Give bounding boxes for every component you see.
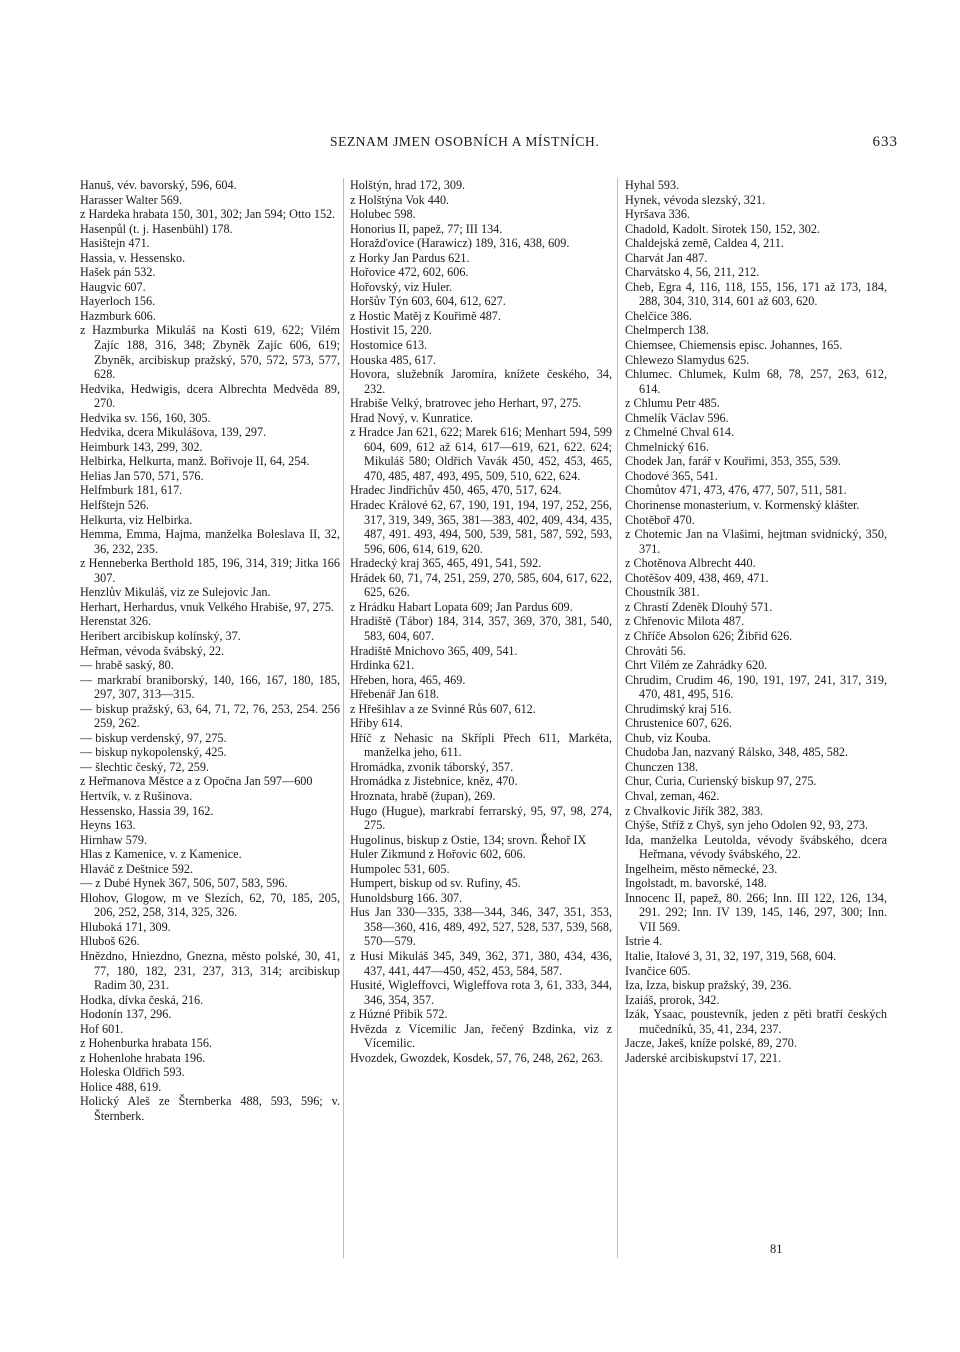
index-entry: Chrustenice 607, 626. — [625, 716, 732, 731]
index-entry: Chorinense monasterium, v. Kormenský klášter. — [625, 498, 860, 513]
index-entry: Izák, Ysaac, poustevník, jeden z pěti bratří českých mučedníků, 35, 41, 234, 237. — [625, 1007, 887, 1036]
index-entry: z Hohenburka hrabata 156. — [80, 1036, 212, 1051]
index-entry: — hrabě saský, 80. — [80, 658, 174, 673]
index-entry: Hugo (Hugue), markrabí ferrarský, 95, 97, 98, 274, 275. — [350, 803, 612, 833]
index-entry: Hradiště (Tábor) 184, 314, 357, 369, 370, 381, 540, 583, 604, 607. — [350, 614, 612, 643]
index-entry: z Heřmanova Městce a z Opočna Jan 597—600 — [80, 774, 313, 789]
index-entry: Huler Zikmund z Hořovic 602, 606. — [350, 847, 526, 862]
index-entry: Hromádka z Jistebnice, kněz, 470. — [350, 774, 518, 789]
index-entry: — biskup nykopolenský, 425. — [80, 745, 227, 760]
index-entry: Chrudimský kraj 516. — [625, 701, 732, 716]
index-entry: Hradec Jindřichův 450, 465, 470, 517, 624. — [350, 483, 562, 498]
index-entry: Ingolstadt, m. bavorské, 148. — [625, 876, 767, 891]
index-entry: z Chotěnova Albrecht 440. — [625, 556, 756, 571]
index-entry: Hradec Králové 62, 67, 190, 191, 194, 197, 252, 256, 317, 319, 349, 365, 381—383, 402, 409, 434, 435, 487, 491. 493, 494, 500, 539, 581, 587, 592, 593, 596, 606, 614, 619, 620. — [350, 498, 612, 556]
index-entry: Hradiště Mnichovo 365, 409, 541. — [350, 643, 518, 658]
index-entry: Heribert arcibiskup kolínský, 37. — [80, 628, 241, 643]
index-entry: Italie, Italové 3, 31, 32, 197, 319, 568, 604. — [625, 948, 837, 963]
index-entry: Hroznata, hrabě (župan), 269. — [350, 788, 496, 803]
index-entry: Hluboš 626. — [80, 934, 140, 949]
index-entry: Hedvika sv. 156, 160, 305. — [80, 410, 211, 425]
index-entry: Charvátsko 4, 56, 211, 212. — [625, 265, 760, 280]
index-entry: Honorius II, papež, 77; III 134. — [350, 221, 503, 236]
index-entry: Istrie 4. — [625, 934, 663, 949]
index-entry: Hrad Nový, v. Kunratice. — [350, 410, 474, 425]
index-entry: Humpolec 531, 605. — [350, 861, 450, 876]
index-entry: Hof 601. — [80, 1021, 124, 1036]
index-entry: Hus Jan 330—335, 338—344, 346, 347, 351, 353, 358—360, 416, 489, 492, 527, 528, 537, 539, 568, 570—579. — [350, 905, 612, 949]
index-entry: Chelmperch 138. — [625, 323, 709, 338]
index-entry: Hunoldsburg 166. 307. — [350, 890, 463, 905]
index-entry: Hašek pán 532. — [80, 265, 156, 280]
index-entry: — z Dubé Hynek 367, 506, 507, 583, 596. — [80, 876, 288, 891]
index-entry: z Hřešihlav a ze Svinné Růs 607, 612. — [350, 701, 536, 716]
index-entry: Hvozdek, Gwozdek, Kosdek, 57, 76, 248, 262, 263. — [350, 1050, 603, 1065]
index-entry: Hrdinka 621. — [350, 658, 415, 673]
index-entry: Humpert, biskup od sv. Rufiny, 45. — [350, 876, 521, 891]
index-entry: Hřeben, hora, 465, 469. — [350, 672, 466, 687]
page-header — [0, 134, 960, 154]
index-entry: Hostomice 613. — [350, 338, 428, 353]
index-entry: Cheb, Egra 4, 116, 118, 155, 156, 171 až 173, 184, 288, 304, 310, 314, 601 až 603, 620. — [625, 279, 887, 309]
index-entry: Chudoba Jan, nazvaný Rálsko, 348, 485, 582. — [625, 745, 849, 760]
index-entry: Hodka, dívka česká, 216. — [80, 992, 204, 1007]
signature-mark: 81 — [770, 1242, 783, 1256]
index-entry: z Hradce Jan 621, 622; Marek 616; Menhart 594, 599 604, 609, 612 až 614, 617—619, 621, 622. 624; Mikuláš 580; Oldřich Vavák 450, 452, 453, 465, 470, 485, 487, 493, 495, 509, 510, 622, 624. — [350, 425, 612, 483]
index-entry: Izaiáš, prorok, 342. — [625, 992, 720, 1007]
index-entry: z Chlumu Petr 485. — [625, 396, 720, 411]
index-entry: Chmelík Václav 596. — [625, 410, 729, 425]
index-entry: Hassia, v. Hessensko. — [80, 250, 186, 265]
index-entry: — biskup verdenský, 97, 275. — [80, 730, 227, 745]
index-entry: Holštýn, hrad 172, 309. — [350, 178, 466, 192]
index-entry: z Hardeka hrabata 150, 301, 302; Jan 594; Otto 152. — [80, 207, 336, 222]
column-divider — [617, 178, 618, 1258]
index-entry: Helfštejn 526. — [80, 498, 150, 513]
index-entry: — markrabí braniborský, 140, 166, 167, 180, 185, 297, 307, 313—315. — [80, 672, 340, 702]
index-entry: Chodek Jan, farář v Kouřimi, 353, 355, 539. — [625, 454, 841, 469]
index-entry: Iza, Izza, biskup pražský, 39, 236. — [625, 978, 792, 993]
index-entry: z Chmelné Chval 614. — [625, 425, 734, 440]
index-entry: Jaderské arcibiskupství 17, 221. — [625, 1050, 782, 1065]
index-column-1 — [80, 178, 340, 1124]
index-entry: z Horky Jan Pardus 621. — [350, 250, 470, 265]
index-entry: Husité, Wigleffovci, Wigleffova rota 3, 61, 333, 344, 346, 354, 357. — [350, 978, 612, 1007]
index-entry: Hrádek 60, 71, 74, 251, 259, 270, 585, 604, 617, 622, 625, 626. — [350, 570, 612, 600]
running-title: SEZNAM JMEN OSOBNÍCH A MÍSTNÍCH. — [330, 134, 600, 149]
index-entry: Hříč z Nehasic na Skřípli Přech 611, Markéta, manželka jeho, 611. — [350, 730, 612, 760]
index-entry: Hvězda z Vícemilic Jan, řečený Bzdinka, viz z Vícemilic. — [350, 1021, 612, 1051]
index-entry: z Chrastí Zdeněk Dlouhý 571. — [625, 599, 773, 614]
index-entry: Heřman, vévoda švábský, 22. — [80, 643, 225, 658]
index-entry: Harasser Walter 569. — [80, 192, 183, 207]
index-entry: Chýše, Stříž z Chyš, syn jeho Odolen 92, 93, 273. — [625, 818, 869, 833]
index-entry: Jacze, Jakeš, kníže polské, 89, 270. — [625, 1036, 797, 1051]
index-entry: — biskup pražský, 63, 64, 71, 72, 76, 253, 254. 256 259, 262. — [80, 701, 340, 731]
index-entry: Chunczen 138. — [625, 759, 699, 774]
index-entry: Helkurta, viz Helbirka. — [80, 512, 193, 527]
index-entry: Hradecký kraj 365, 465, 491, 541, 592. — [350, 556, 542, 571]
index-entry: Chiemsee, Chiemensis episc. Johannes, 165. — [625, 338, 843, 353]
index-entry: z Chříče Absolon 626; Žibřid 626. — [625, 628, 793, 643]
index-entry: Ingelheim, město německé, 23. — [625, 861, 778, 876]
index-entry: Hořovice 472, 602, 606. — [350, 265, 469, 280]
index-entry: Chrudim, Crudim 46, 190, 191, 197, 241, 317, 319, 470, 481, 495, 516. — [625, 672, 887, 702]
index-entry: Haugvic 607. — [80, 279, 146, 294]
index-entry: Holeska Oldřich 593. — [80, 1065, 185, 1080]
index-entry: Holický Aleš ze Šternberka 488, 593, 596; v. Šternberk. — [80, 1094, 340, 1123]
index-entry: Chrováti 56. — [625, 643, 686, 658]
index-entry: Chval, zeman, 462. — [625, 788, 720, 803]
index-entry: Hasištejn 471. — [80, 236, 150, 251]
index-entry: Chaldejská země, Caldea 4, 211. — [625, 236, 784, 251]
index-entry: z Henneberka Berthold 185, 196, 314, 319; Jitka 166 307. — [80, 556, 340, 585]
index-entry: Chelčice 386. — [625, 308, 693, 323]
index-entry: Hasenpůl (t. j. Hasenbühl) 178. — [80, 221, 233, 236]
index-entry: Heyns 163. — [80, 818, 136, 833]
index-entry: z Hostic Matěj z Kouřimě 487. — [350, 308, 501, 323]
index-entry: Hugolinus, biskup z Ostie, 134; srovn. Řehoř IX — [350, 832, 587, 847]
index-entry: Ida, manželka Leutolda, vévody švábského, dcera Heřmana, vévody švábského, 22. — [625, 832, 887, 862]
index-entry: Horšův Týn 603, 604, 612, 627. — [350, 294, 506, 309]
index-entry: Chodové 365, 541. — [625, 468, 718, 483]
index-entry: Hlaváč z Deštnice 592. — [80, 861, 194, 876]
index-entry: Chrt Vilém ze Zahrádky 620. — [625, 658, 768, 673]
index-entry: Charvát Jan 487. — [625, 250, 708, 265]
index-entry: Hessensko, Hassia 39, 162. — [80, 803, 214, 818]
index-column-2 — [350, 178, 612, 1065]
index-entry: Houska 485, 617. — [350, 352, 436, 367]
index-entry: Hertvík, v. z Rušinova. — [80, 788, 193, 803]
index-entry: z Húzné Přibík 572. — [350, 1007, 448, 1022]
index-entry: Hlohov, Glogow, m ve Slezích, 62, 70, 185, 205, 206, 252, 258, 314, 325, 326. — [80, 890, 340, 920]
column-divider — [343, 178, 344, 1258]
index-entry: Chlumec. Chlumek, Kulm 68, 78, 257, 263, 612, 614. — [625, 367, 887, 396]
page-number: 633 — [872, 134, 898, 150]
index-entry: z Hohenlohe hrabata 196. — [80, 1050, 206, 1065]
index-entry: Holubec 598. — [350, 207, 416, 222]
index-entry: Hedvika, dcera Mikulášova, 139, 297. — [80, 425, 267, 440]
index-entry: Chmelnický 616. — [625, 439, 709, 454]
index-entry: Chub, viz Kouba. — [625, 730, 711, 745]
index-entry: Chotěšov 409, 438, 469, 471. — [625, 570, 769, 585]
index-entry: Chotěboř 470. — [625, 512, 695, 527]
index-entry: Horažďovice (Harawicz) 189, 316, 438, 609. — [350, 236, 570, 251]
index-entry: Helias Jan 570, 571, 576. — [80, 468, 204, 483]
index-entry: z Chvalkovic Jiřík 382, 383. — [625, 803, 764, 818]
index-entry: Hovora, služebník Jaromíra, knížete českého, 34, 232. — [350, 367, 612, 396]
index-entry: Hřebenář Jan 618. — [350, 687, 440, 702]
index-entry: Hluboká 171, 309. — [80, 919, 171, 934]
index-entry: Innocenc II, papež, 80. 266; Inn. III 122, 126, 134, 291. 292; Inn. IV 139, 145, 146, 297, 300; Inn. VII 569. — [625, 890, 887, 934]
index-entry: Hořovský, viz Huler. — [350, 279, 453, 294]
index-entry: z Holštýna Vok 440. — [350, 192, 450, 207]
index-entry: z Chřenovic Milota 487. — [625, 614, 745, 629]
index-entry: Hedvika, Hedwigis, dcera Albrechta Medvěda 89, 270. — [80, 381, 340, 411]
index-entry: z Hrádku Habart Lopata 609; Jan Pardus 609. — [350, 599, 573, 614]
index-entry: Choustník 381. — [625, 585, 700, 600]
index-entry: Hostivit 15, 220. — [350, 323, 432, 338]
index-entry: Hrabiše Velký, bratrovec jeho Herhart, 97, 275. — [350, 396, 582, 411]
index-entry: Hayerloch 156. — [80, 294, 156, 309]
index-entry: Herhart, Herhardus, vnuk Velkého Hrabiše, 97, 275. — [80, 599, 334, 614]
index-entry: Hřiby 614. — [350, 716, 403, 731]
index-entry: Hazmburk 606. — [80, 308, 156, 323]
index-entry: z Hazmburka Mikuláš na Kosti 619, 622; Vilém Zajíc 188, 316, 348; Zbyněk Zajíc 606, 619; Zbyněk, arcibiskup pražský, 570, 572, 573, 577, 628. — [80, 323, 340, 382]
index-entry: Hirnhaw 579. — [80, 832, 148, 847]
index-entry: Chur, Curia, Curienský biskup 97, 275. — [625, 774, 817, 789]
index-entry: Chomůtov 471, 473, 476, 477, 507, 511, 581. — [625, 483, 847, 498]
index-entry: Hanuš, vév. bavorský, 596, 604. — [80, 178, 237, 192]
index-entry: Ivančice 605. — [625, 963, 691, 978]
index-entry: Hyršava 336. — [625, 207, 690, 222]
index-entry: Chadold, Kadolt. Sirotek 150, 152, 302. — [625, 221, 820, 236]
index-entry: Hyhal 593. — [625, 178, 680, 192]
index-column-3 — [625, 178, 887, 1065]
index-entry: Herenstat 326. — [80, 614, 152, 629]
index-entry: Holice 488, 619. — [80, 1079, 162, 1094]
index-entry: Hynek, vévoda slezský, 321. — [625, 192, 766, 207]
index-entry: Hodonín 137, 296. — [80, 1007, 172, 1022]
index-entry: Hlas z Kamenice, v. z Kamenice. — [80, 847, 242, 862]
index-entry: z Chotemic Jan na Vlašimi, hejtman svidnický, 350, 371. — [625, 527, 887, 556]
index-entry: Helbirka, Helkurta, manž. Bořivoje II, 64, 254. — [80, 454, 310, 469]
index-entry: z Husi Mikuláš 345, 349, 362, 371, 380, 434, 436, 437, 441, 447—450, 452, 453, 584, 587. — [350, 948, 612, 978]
index-entry: Chlewezo Slamydus 625. — [625, 352, 750, 367]
index-entry: Hromádka, zvonik táborský, 357. — [350, 759, 514, 774]
index-entry: Hemma, Emma, Hajma, manželka Boleslava II, 32, 36, 232, 235. — [80, 527, 340, 556]
index-entry: Helfmburk 181, 617. — [80, 483, 183, 498]
index-entry: Henzlův Mikuláš, viz ze Sulejovic Jan. — [80, 585, 271, 600]
index-entry: Heimburk 143, 299, 302. — [80, 439, 203, 454]
index-entry: Hnězdno, Hniezdno, Gnezna, město polské, 30, 41, 77, 180, 182, 231, 237, 313, 314; arcibiskup Radim 30, 231. — [80, 948, 340, 993]
index-entry: — šlechtic český, 72, 259. — [80, 759, 209, 774]
